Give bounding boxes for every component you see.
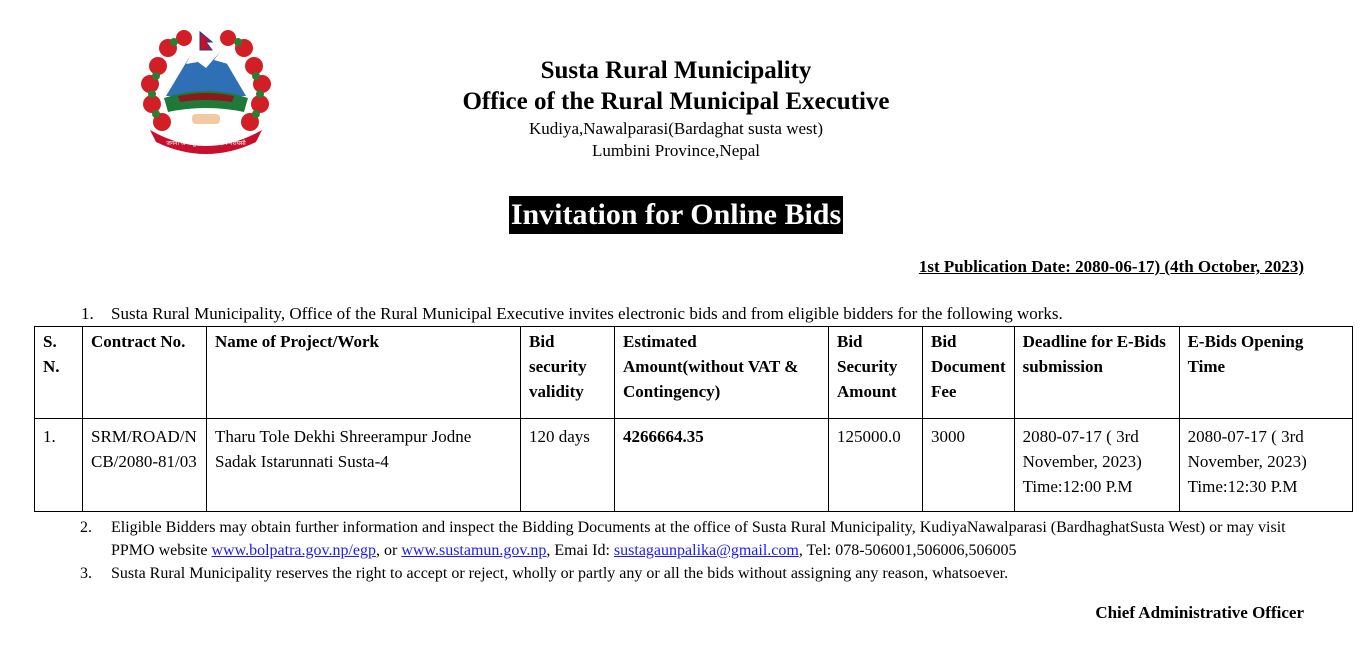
- paragraph-text: Susta Rural Municipality, Office of the Rural Municipal Executive invites electronic bids and from eligible bidders for the following works.: [111, 304, 1063, 323]
- col-header-contract: Contract No.: [83, 327, 207, 419]
- sustamun-link[interactable]: www.sustamun.gov.np: [401, 542, 547, 559]
- cell-security: 125000.0: [829, 419, 923, 512]
- paragraph-number: 2.: [80, 519, 92, 536]
- cell-project: Tharu Tole Dekhi Shreerampur Jodne Sadak Istarunnati Susta-4: [207, 419, 521, 512]
- cell-docfee: 3000: [923, 419, 1015, 512]
- bids-table: [34, 326, 1353, 512]
- cell-sn: 1.: [35, 419, 83, 512]
- paragraph-text: Eligible Bidders may obtain further information and inspect the Bidding Documents at the office of Susta Rural Municipality, KudiyaNawalparasi (BardhaghatSusta West) or may visit PPMO website: [111, 519, 1286, 559]
- table-row: [35, 419, 1353, 512]
- bolpatra-link[interactable]: www.bolpatra.gov.np/egp: [211, 542, 377, 559]
- email-label: , Emai Id:: [546, 542, 614, 559]
- cell-opening: 2080-07-17 ( 3rd November, 2023) Time:12:30 P.M: [1179, 419, 1352, 512]
- col-header-security: Bid Security Amount: [829, 327, 923, 419]
- paragraph-number: 1.: [81, 304, 94, 323]
- address-line-2: Lumbini Province,Nepal: [591, 141, 761, 160]
- col-header-sn: S. N.: [35, 327, 83, 419]
- organization-name: Susta Rural Municipality: [540, 57, 812, 84]
- cell-validity: 120 days: [521, 419, 615, 512]
- signature-title: Chief Administrative Officer: [1095, 603, 1304, 622]
- phone-text: , Tel: 078-506001,506006,506005: [798, 542, 1017, 559]
- emblem-motto: जननी जन्मभूमिश्च स्वर्गादपि गरीयसी: [166, 140, 246, 147]
- cell-contract: SRM/ROAD/NCB/2080-81/03: [83, 419, 207, 512]
- email-link[interactable]: sustagaunpalika@gmail.com: [613, 542, 799, 559]
- paragraph-text: Susta Rural Municipality reserves the right to accept or reject, wholly or partly any or all the bids without assigning any reason, whatsoever.: [111, 565, 1009, 582]
- paragraph-3: [80, 563, 1009, 584]
- col-header-estimated: Estimated Amount(without VAT & Contingency): [615, 327, 829, 419]
- address-line-1: Kudiya,Nawalparasi(Bardaghat susta west): [528, 119, 824, 138]
- separator-text: , or: [376, 542, 402, 559]
- paragraph-number: 3.: [80, 565, 92, 582]
- notice-title: Invitation for Online Bids: [509, 196, 843, 234]
- col-header-opening: E-Bids Opening Time: [1179, 327, 1352, 419]
- col-header-project: Name of Project/Work: [207, 327, 521, 419]
- publication-date: 1st Publication Date: 2080-06-17) (4th October, 2023): [918, 257, 1304, 276]
- paragraph-2: [80, 516, 1321, 562]
- office-name: Office of the Rural Municipal Executive: [462, 88, 890, 115]
- paragraph-1: [81, 303, 1063, 324]
- cell-estimated: 4266664.35: [615, 419, 829, 512]
- col-header-validity: Bid security validity: [521, 327, 615, 419]
- col-header-docfee: Bid Document Fee: [923, 327, 1015, 419]
- col-header-deadline: Deadline for E-Bids submission: [1014, 327, 1179, 419]
- cell-deadline: 2080-07-17 ( 3rd November, 2023) Time:12:00 P.M: [1014, 419, 1179, 512]
- table-header-row: [35, 327, 1353, 419]
